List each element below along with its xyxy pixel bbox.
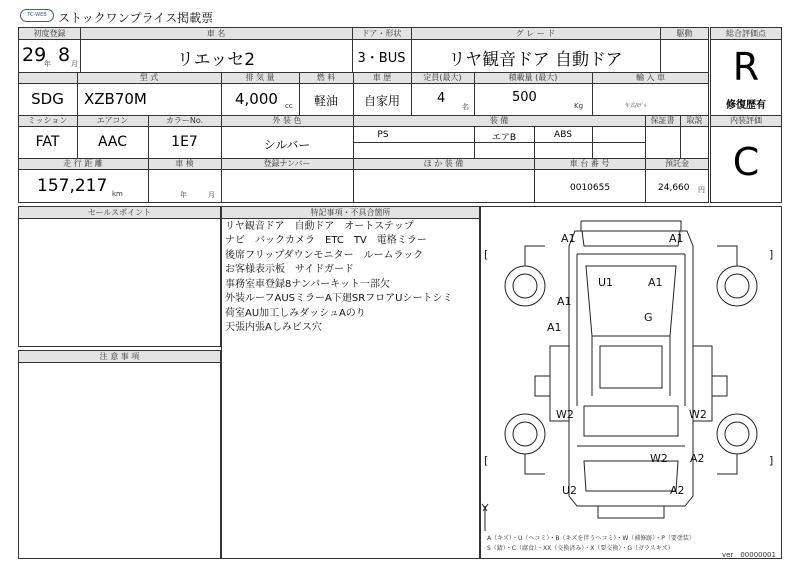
overall-score: R bbox=[732, 45, 760, 89]
year-model-label: 年式/ﾓﾃﾞﾙ bbox=[625, 103, 647, 109]
notes-box bbox=[18, 350, 221, 559]
special-line: 荷室AU加工しみダッシュAのり bbox=[225, 308, 366, 319]
damage-mark: W2 bbox=[556, 408, 574, 421]
label-car-no: 車 台 番 号 bbox=[569, 159, 610, 168]
load-unit: Kg bbox=[574, 102, 584, 110]
label-other-equip: ほ か 装 備 bbox=[423, 159, 464, 168]
displacement: 4,000 bbox=[235, 90, 278, 108]
special-line: 事務室車登録8ナンバーキット一部欠 bbox=[225, 279, 390, 290]
equip-2: エアB bbox=[491, 133, 517, 143]
type-code: SDG bbox=[31, 90, 64, 108]
mileage: 157,217 bbox=[37, 176, 108, 196]
label-displacement: 排 気 量 bbox=[245, 73, 275, 82]
label-inspection: 車 検 bbox=[175, 159, 194, 168]
notes-title: 注 意 事 項 bbox=[99, 352, 140, 361]
car-name: リエッセ2 bbox=[176, 50, 256, 70]
label-warranty: 保証書 bbox=[650, 116, 675, 125]
label-plate: 登録ナンバー bbox=[263, 159, 311, 168]
damage-mark: U2 bbox=[562, 484, 578, 497]
damage-mark: A1 bbox=[648, 276, 663, 289]
deposit: 24,660 bbox=[658, 183, 690, 193]
grade: リヤ観音ドア 自動ドア bbox=[448, 50, 623, 70]
exterior-color: シルバー bbox=[263, 138, 311, 152]
load: 500 bbox=[512, 90, 537, 105]
damage-mark: G bbox=[644, 311, 653, 324]
capacity: 4 bbox=[437, 91, 446, 106]
special-notes-title: 特記事項・不具合箇所 bbox=[310, 208, 391, 217]
bracket-left: [ bbox=[484, 454, 489, 467]
label-exterior: 外 装 色 bbox=[272, 116, 302, 125]
label-manual: 取説 bbox=[686, 116, 703, 125]
page-title: ストックワンプライス掲載票 bbox=[58, 11, 214, 25]
color-no: 1E7 bbox=[171, 134, 198, 150]
damage-mark: W2 bbox=[650, 452, 668, 465]
damage-mark: U1 bbox=[598, 276, 614, 289]
bracket-right: ] bbox=[769, 454, 774, 467]
label-load: 積載量 (最大) bbox=[508, 73, 558, 82]
bracket-left: [ bbox=[484, 248, 489, 261]
special-line: お客様表示板 サイドガード bbox=[225, 264, 354, 275]
equip-3: ABS bbox=[554, 130, 572, 140]
mission: FAT bbox=[35, 134, 60, 150]
label-model: 型 式 bbox=[139, 73, 159, 82]
special-line: リヤ観音ドア 自動ドア オートステップ bbox=[225, 221, 414, 232]
displacement-unit: cc bbox=[285, 102, 293, 110]
interior-score: C bbox=[732, 140, 760, 184]
car-number: 0010655 bbox=[570, 183, 611, 193]
damage-mark: A2 bbox=[670, 484, 685, 497]
fuel: 軽油 bbox=[313, 94, 338, 108]
aircon: AAC bbox=[97, 134, 128, 150]
damage-mark: A2 bbox=[690, 452, 705, 465]
label-import: 輸 入 車 bbox=[635, 73, 666, 82]
damage-mark: A1 bbox=[669, 232, 684, 245]
mileage-unit: km bbox=[112, 190, 123, 198]
label-first-reg: 初度登録 bbox=[33, 29, 66, 38]
label-drive: 駆動 bbox=[676, 29, 693, 38]
history: 自家用 bbox=[363, 94, 400, 108]
label-capacity: 定員(最大) bbox=[423, 73, 462, 82]
label-score: 総合評価点 bbox=[726, 29, 766, 38]
inspection-year: 年 bbox=[180, 191, 187, 199]
reg-year: 29 bbox=[22, 44, 47, 66]
vehicle-diagram bbox=[480, 206, 782, 559]
special-line: ナビ バックカメラ ETC TV 電格ミラー bbox=[225, 235, 427, 246]
damage-mark: W2 bbox=[689, 408, 707, 421]
score-sub: 修復歴有 bbox=[726, 100, 766, 111]
special-line: 外装ルーフAUSミラーA下廻SRフロアUシートシミ bbox=[225, 293, 453, 304]
damage-legend: S（錆）・C（腐食）・XX（交換済み）・X（要交換）・G（ガラスキズ） bbox=[487, 545, 674, 552]
label-equip: 装 備 bbox=[489, 116, 509, 125]
damage-mark: A1 bbox=[561, 232, 576, 245]
label-grade: グ レ ー ド bbox=[515, 29, 556, 38]
sales-point-box bbox=[18, 206, 221, 347]
version: ver 00000001 bbox=[722, 551, 776, 559]
equip-1: PS bbox=[377, 130, 389, 140]
label-history: 車 歴 bbox=[372, 73, 392, 82]
label-mission: ミッション bbox=[27, 116, 68, 125]
bracket-right: ] bbox=[769, 248, 774, 261]
model-code: XZB70M bbox=[84, 90, 147, 108]
reg-month-unit: 月 bbox=[71, 60, 78, 68]
label-door: ドア・形状 bbox=[361, 29, 402, 38]
deposit-unit: 円 bbox=[698, 186, 705, 194]
label-mileage: 走 行 距 離 bbox=[63, 159, 103, 168]
damage-mark: A1 bbox=[547, 321, 562, 334]
inspection-month: 月 bbox=[208, 191, 215, 199]
sales-point-title: セールスポイント bbox=[87, 208, 152, 217]
reg-year-unit: 年 bbox=[44, 60, 51, 68]
label-interior: 内装評価 bbox=[730, 116, 762, 125]
special-line: 後席フリップダウンモニター ルームラック bbox=[225, 250, 424, 261]
label-car-name: 車 名 bbox=[206, 29, 226, 38]
special-line: 天張内張Aしみビス穴 bbox=[225, 322, 322, 333]
label-deposit: 預託金 bbox=[665, 159, 689, 168]
capacity-unit: 名 bbox=[462, 103, 469, 111]
label-aircon: エアコン bbox=[96, 116, 129, 125]
damage-legend: A（キズ）・U（ヘコミ）・B（キズを伴うヘコミ）・W（補修跡）・P（要塗装） bbox=[487, 535, 695, 542]
label-fuel: 燃 料 bbox=[316, 73, 336, 82]
damage-mark: A1 bbox=[557, 295, 572, 308]
door-shape: 3・BUS bbox=[357, 51, 406, 66]
label-color-no: カラーNo. bbox=[165, 116, 204, 125]
reg-month: 8 bbox=[58, 44, 71, 66]
logo: TC-WEB bbox=[20, 9, 54, 22]
